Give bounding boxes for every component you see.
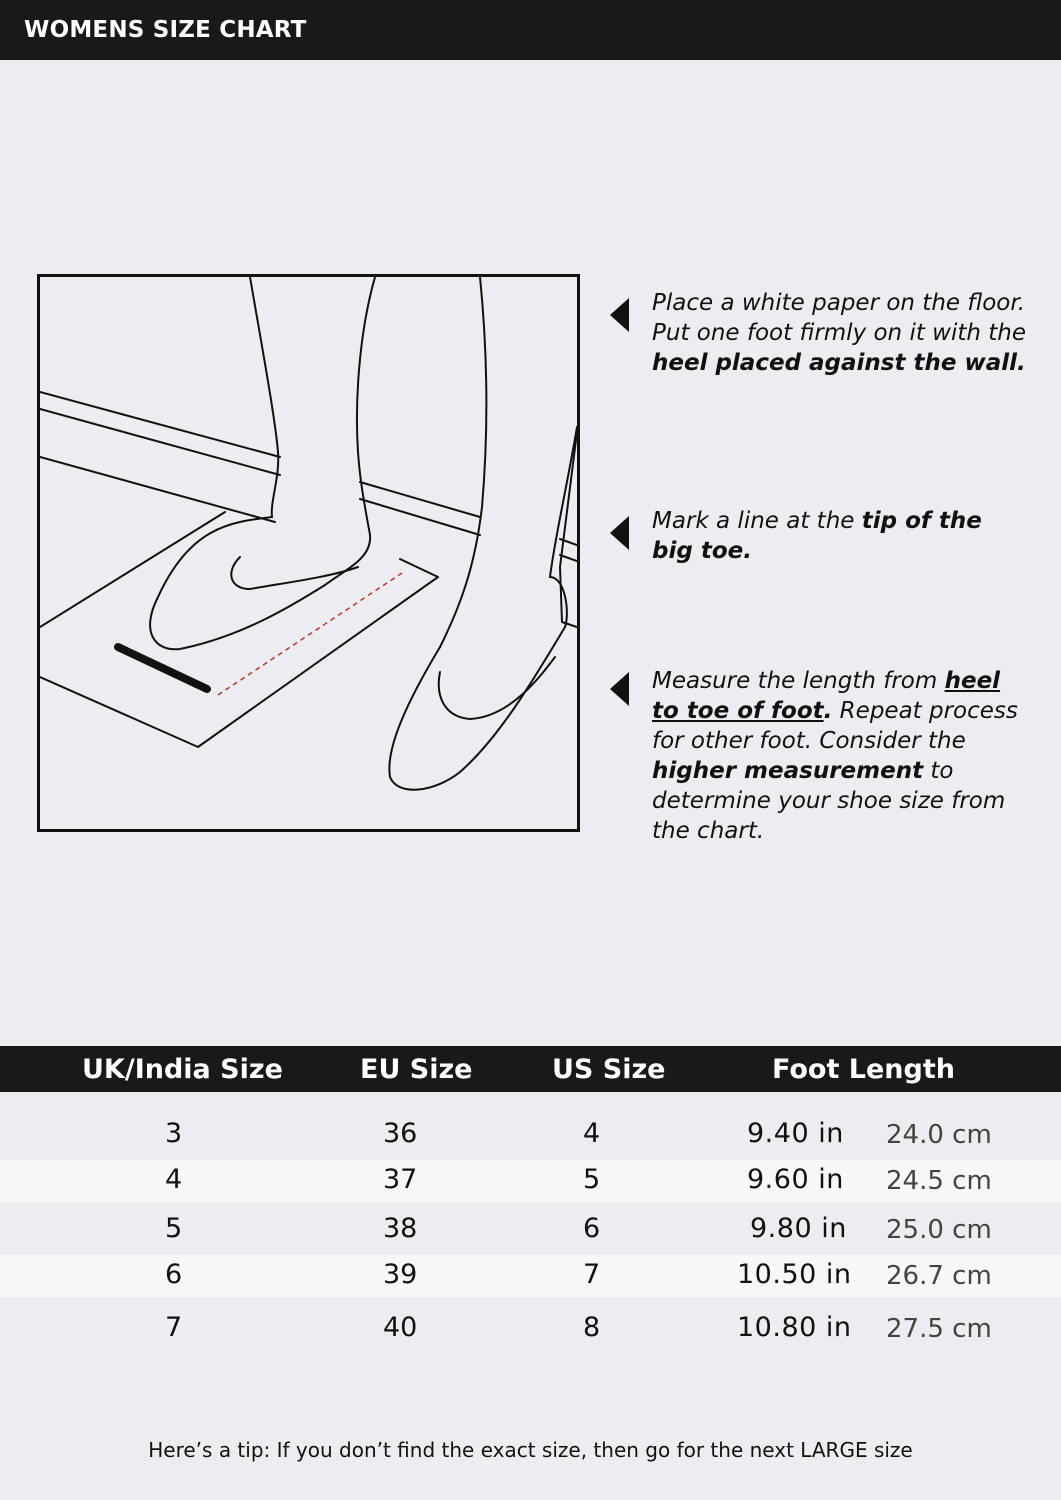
toe-mark-line <box>118 647 207 689</box>
step-2-text <box>652 506 1030 566</box>
wall-line <box>560 555 577 561</box>
foot-length-cm-cell: 26.7 cm <box>886 1261 992 1291</box>
measure-dashed-line <box>218 573 402 695</box>
column-header-eu-size: EU Size <box>360 1054 473 1085</box>
step-2 <box>610 506 1030 566</box>
foot-length-cm-cell: 27.5 cm <box>886 1314 992 1344</box>
uk-size-cell: 3 <box>165 1118 183 1149</box>
foot-measurement-drawing <box>40 277 577 829</box>
right-leg <box>440 277 486 647</box>
eu-size-cell: 36 <box>383 1118 418 1149</box>
foot-length-in-cell: 10.50 in <box>737 1259 852 1290</box>
header-bar <box>0 0 1061 60</box>
right-foot <box>439 657 555 719</box>
wall-line <box>360 499 480 535</box>
paper-edge <box>400 559 438 577</box>
foot-length-in-cell: 9.60 in <box>747 1164 844 1195</box>
eu-size-cell: 37 <box>383 1164 418 1195</box>
uk-size-cell: 4 <box>165 1164 183 1195</box>
foot-length-cm-cell: 24.0 cm <box>886 1120 992 1150</box>
us-size-cell: 5 <box>583 1164 601 1195</box>
pointer-arrow-icon <box>610 672 629 706</box>
column-header-uk-size: UK/India Size <box>82 1054 283 1085</box>
eu-size-cell: 40 <box>383 1312 418 1343</box>
table-row <box>0 1255 1061 1297</box>
step-3-text-part-6: to determine your shoe size from the chart. <box>652 758 1006 844</box>
paper-edge <box>40 577 438 747</box>
us-size-cell: 8 <box>583 1312 601 1343</box>
table-row <box>0 1110 1061 1158</box>
table-row <box>0 1205 1061 1253</box>
table-row <box>0 1160 1061 1202</box>
pointer-arrow-icon <box>610 298 629 332</box>
step-3 <box>610 666 1030 846</box>
wall-line <box>40 457 275 522</box>
step-2-text-part-1: Mark a line at the <box>652 508 862 534</box>
right-foot <box>389 577 567 790</box>
column-header-foot-length: Foot Length <box>772 1054 955 1085</box>
wall-line <box>40 392 280 457</box>
table-row <box>0 1304 1061 1352</box>
eu-size-cell: 38 <box>383 1213 418 1244</box>
foot-length-cm-cell: 24.5 cm <box>886 1166 992 1196</box>
column-header-us-size: US Size <box>552 1054 666 1085</box>
step-3-text-part-5: higher measurement <box>652 758 924 784</box>
foot-length-in-cell: 9.40 in <box>747 1118 844 1149</box>
uk-size-cell: 5 <box>165 1213 183 1244</box>
foot-length-in-cell: 9.80 in <box>750 1213 847 1244</box>
foot-length-cm-cell: 25.0 cm <box>886 1215 992 1245</box>
step-1 <box>610 288 1030 378</box>
pointer-arrow-icon <box>610 516 629 550</box>
paper-edge <box>40 512 225 627</box>
size-table-header <box>0 1046 1061 1092</box>
left-foot <box>231 557 358 589</box>
us-size-cell: 6 <box>583 1213 601 1244</box>
left-foot <box>150 517 370 649</box>
step-3-text-part-2: heel to toe of foot <box>652 668 1001 724</box>
step-1-text-part-1: Place a white paper on the floor. Put one foot firmly on it with the <box>652 290 1027 346</box>
page-title: WOMENS SIZE CHART <box>24 17 307 43</box>
foot-length-in-cell: 10.80 in <box>737 1312 852 1343</box>
step-3-text-part-1: Measure the length from <box>652 668 945 694</box>
left-leg <box>250 277 278 517</box>
us-size-cell: 4 <box>583 1118 601 1149</box>
wall-line <box>40 409 280 475</box>
step-1-text-part-2: heel placed against the wall. <box>652 350 1026 376</box>
step-1-text <box>652 288 1030 378</box>
size-tip-text: Here’s a tip: If you don’t find the exact size, then go for the next LARGE size <box>148 1438 913 1462</box>
wall-line <box>360 482 480 517</box>
uk-size-cell: 6 <box>165 1259 183 1290</box>
step-3-text-part-4: Repeat process for other foot. Consider the <box>652 698 1018 754</box>
us-size-cell: 7 <box>583 1259 601 1290</box>
eu-size-cell: 39 <box>383 1259 418 1290</box>
left-leg <box>357 277 375 535</box>
wall-corner <box>560 432 577 627</box>
right-leg <box>550 427 577 577</box>
foot-measurement-illustration <box>37 274 580 832</box>
step-3-text <box>652 666 1030 846</box>
step-3-text-part-3: . <box>823 698 833 724</box>
step-2-text-part-2: tip of the big toe. <box>652 508 982 564</box>
uk-size-cell: 7 <box>165 1312 183 1343</box>
